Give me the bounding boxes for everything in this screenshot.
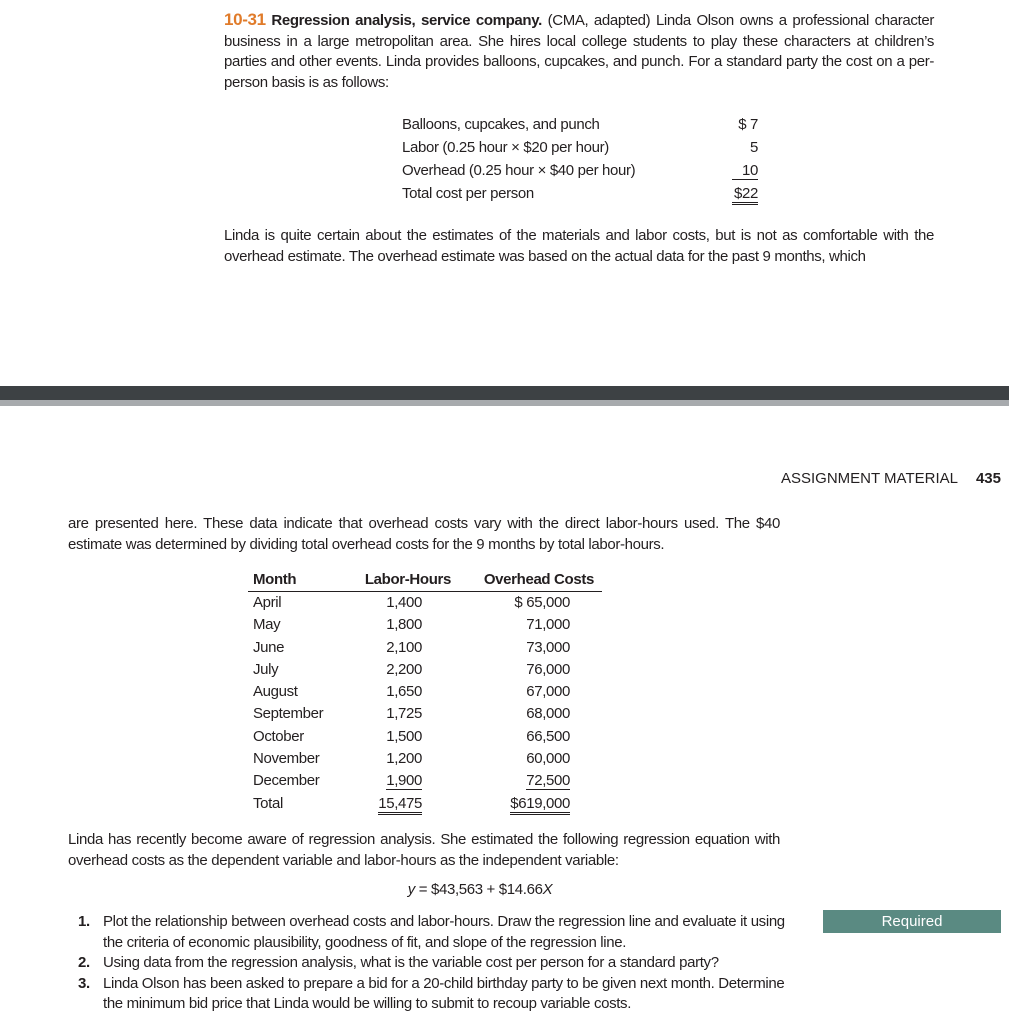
- header-labor-hours: Labor-Hours: [364, 571, 451, 588]
- cell-month: May: [253, 616, 281, 634]
- cell-labor-hours: 1,900: [386, 772, 422, 790]
- table-row: [248, 748, 602, 770]
- cost-label: Balloons, cupcakes, and punch: [402, 116, 600, 133]
- cell-labor-hours: 1,725: [386, 705, 422, 723]
- required-tab: Required: [823, 910, 1001, 933]
- header-overhead-costs: Overhead Costs: [483, 571, 594, 588]
- requirements-list: [78, 912, 790, 1015]
- requirement-text: Linda Olson has been asked to prepare a bid for a 20-child birthday party to be given next month. Determine the minimum bid price that Linda would be willing to submit to recoup variable costs.: [103, 974, 785, 1012]
- overhead-data-table: [248, 569, 602, 815]
- section-title: ASSIGNMENT MATERIAL: [780, 470, 958, 487]
- table-row: [248, 614, 602, 636]
- cell-labor-hours: 1,800: [386, 616, 422, 634]
- cost-row: [402, 160, 758, 183]
- cost-total-row: [402, 183, 758, 206]
- table-row: [248, 726, 602, 748]
- cell-month: April: [253, 594, 282, 611]
- requirement-text: Plot the relationship between overhead costs and labor-hours. Draw the regression line and evaluate it using the criteria of economic plausibility, goodness of fit, and slope of the regression line.: [103, 913, 785, 951]
- cell-month: July: [253, 660, 279, 678]
- table-total-row: [248, 793, 602, 815]
- list-item: [78, 912, 790, 953]
- table-header: [248, 569, 602, 592]
- page-number: 435: [975, 470, 1001, 487]
- cell-labor-hours: 1,500: [386, 727, 422, 745]
- cell-labor-hours: 1,200: [386, 750, 422, 768]
- cell-overhead: 76,000: [526, 660, 570, 678]
- requirement-number: 3.: [78, 974, 90, 992]
- equation-var: X: [542, 881, 553, 898]
- cost-per-person-table: [402, 114, 758, 206]
- cell-overhead: 66,500: [526, 727, 570, 745]
- cell-month: December: [253, 772, 320, 790]
- header-month: Month: [253, 571, 297, 588]
- problem-intro: [224, 10, 934, 93]
- page-divider-shadow: [0, 400, 1009, 406]
- cell-labor-hours: 1,400: [386, 594, 422, 611]
- paragraph-regression: Linda has recently become aware of regression analysis. She estimated the following regression equation with overhead costs as the dependent variable and labor-hours as the independent variable:: [68, 831, 780, 869]
- list-item: [78, 974, 790, 1015]
- paragraph-overhead-top: Linda is quite certain about the estimates of the materials and labor costs, but is not as comfortable with the overhead estimate. The overhead estimate was based on the actual data for the past 9 months, which: [224, 227, 934, 265]
- problem-source: (CMA, adapted): [547, 12, 651, 29]
- table-row: [248, 592, 602, 614]
- cell-overhead: 73,000: [526, 638, 570, 656]
- cell-labor-hours: 15,475: [378, 795, 422, 815]
- table-row: [248, 770, 602, 792]
- cost-label: Overhead (0.25 hour × $40 per hour): [402, 162, 636, 179]
- cell-overhead: 72,500: [526, 772, 570, 790]
- cost-value: $ 7: [738, 116, 758, 133]
- cell-month: August: [253, 683, 298, 701]
- equation-rhs: = $43,563 + $14.66: [414, 881, 543, 898]
- cell-month: November: [253, 750, 320, 768]
- cost-row: [402, 137, 758, 160]
- table-row: [248, 637, 602, 659]
- cell-month: June: [253, 638, 285, 656]
- paragraph-overhead-bottom: are presented here. These data indicate that overhead costs vary with the direct labor-hours used. The $40 estimate was determined by dividing total overhead costs for the 9 months by total labor-hours.: [68, 515, 780, 553]
- cell-overhead: 60,000: [526, 750, 570, 768]
- problem-title: Regression analysis, service company.: [271, 12, 542, 29]
- cell-overhead: $619,000: [510, 795, 570, 815]
- cost-value: 5: [750, 139, 758, 156]
- requirement-number: 1.: [78, 913, 90, 930]
- table-row: [248, 703, 602, 725]
- cost-row: [402, 114, 758, 137]
- requirement-text: Using data from the regression analysis, what is the variable cost per person for a standard party?: [103, 954, 719, 971]
- cell-overhead: 71,000: [526, 616, 570, 634]
- cell-labor-hours: 2,200: [386, 660, 422, 678]
- cost-value: 10: [732, 162, 758, 180]
- cell-labor-hours: 2,100: [386, 638, 422, 656]
- cost-value: $22: [732, 185, 758, 205]
- page-header: [781, 470, 1001, 487]
- page-divider: [0, 386, 1009, 400]
- cell-labor-hours: 1,650: [386, 683, 422, 701]
- cell-overhead: $ 65,000: [514, 594, 570, 611]
- regression-equation: [0, 881, 960, 898]
- cell-overhead: 67,000: [526, 683, 570, 701]
- table-row: [248, 681, 602, 703]
- problem-intro-text: Linda Olson owns a professional character business in a large metropolitan area. She hires local college students to play these characters at children’s parties and other events. Linda provides balloons, cupcakes, and punch. For a standard party the cost on a per-person basis is as follows:: [224, 12, 934, 91]
- problem-number: 10-31: [224, 10, 266, 29]
- cost-label: Labor (0.25 hour × $20 per hour): [402, 139, 609, 156]
- cell-month: October: [253, 727, 304, 745]
- cell-month: September: [253, 705, 324, 723]
- cell-month: Total: [253, 794, 283, 812]
- table-row: [248, 659, 602, 681]
- cost-label: Total cost per person: [402, 185, 534, 202]
- requirement-number: 2.: [78, 954, 90, 971]
- equation-lhs: y: [407, 881, 415, 898]
- cell-overhead: 68,000: [526, 705, 570, 723]
- list-item: [78, 953, 790, 974]
